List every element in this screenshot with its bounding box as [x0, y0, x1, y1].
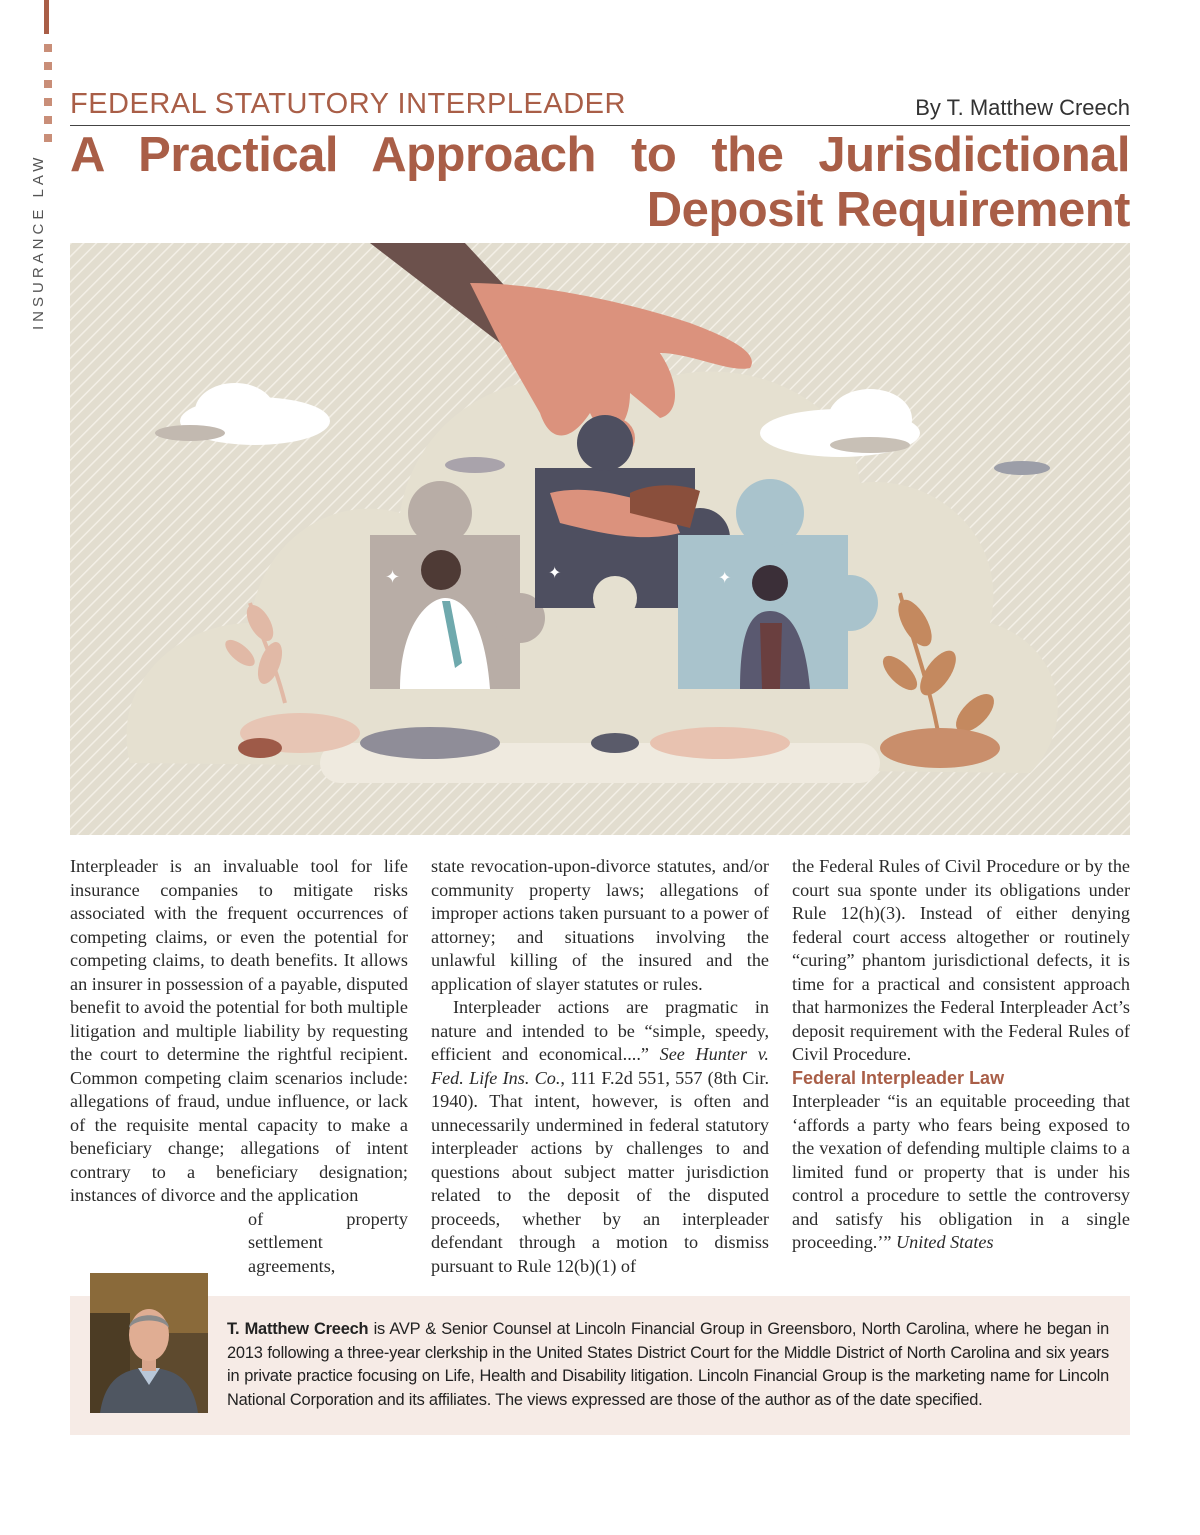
paragraph: [792, 1090, 1130, 1255]
svg-text:✦: ✦: [385, 567, 401, 588]
body-column-3: [792, 855, 1130, 1255]
case-citation: United States: [896, 1232, 994, 1252]
paragraph-tail: of property settlement agreements,: [248, 1208, 408, 1276]
author-name: T. Matthew Creech: [227, 1320, 369, 1338]
text-span: , 111 F.2d 551, 557 (8th Cir. 1940). That intent, however, is often and unnecessarily undermined in federal statutory interpleader actions by challenges to and questions about subject matter jurisdiction related to the deposit of the disputed proceeds, whether by an interpleader defendant through a motion to dismiss pursuant to Rule 12(b)(1) of: [431, 1067, 769, 1276]
header-rule: [70, 125, 1130, 126]
subheading: Federal Interpleader Law: [792, 1067, 1005, 1088]
paragraph: [431, 996, 769, 1278]
puzzle-handshake-illustration: [70, 243, 1130, 835]
case-citation: See Hunter v. Fed. Life Ins. Co.: [431, 1044, 769, 1088]
author-bio-text: is AVP & Senior Counsel at Lincoln Financial Group in Greensboro, North Carolina, where he began in 2013 following a three-year clerkship in the United States District Court for the Middle District of North Carolina and six years in private practice focusing on Life, Health and Disability litigation. Lincoln Financial Group is the marketing name for Lincoln National Corporation and its affiliates. The views expressed are those of the author as of the date specified.: [227, 1320, 1110, 1409]
section-label: INSURANCE LAW: [30, 153, 47, 330]
svg-text:✦: ✦: [718, 568, 732, 587]
svg-text:✦: ✦: [548, 563, 562, 582]
author-bio: [227, 1318, 1109, 1412]
text-span: Interpleader “is an equitable proceeding that ‘affords a party who fears being exposed to the vexation of defending multiple claims to a limited fund or property that is under his control a procedure to settle the controversy and satisfy his obligation in a single proceeding.’”: [792, 1091, 1130, 1252]
paragraph: the Federal Rules of Civil Procedure or by the court sua sponte under its obligations under Rule 12(h)(3). Instead of either denying federal court access altogether or routinely “curing” phantom jurisdictional defects, it is time for a practical and consistent approach that harmonizes the Federal Interpleader Act’s deposit requirement with the Federal Rules of Civil Procedure.: [792, 856, 1130, 1064]
paragraph: Interpleader is an invaluable tool for life insurance companies to mitigate risks associated with the frequent occurrences of competing claims, or even the potential for competing claims, to death benefits. It allows an insurer in possession of a payable, disputed benefit to avoid the potential for both multiple litigation and multiple liability by requesting the court to determine the rightful recipient. Common competing claim scenarios include: allegations of fraud, undue influence, or lack of the requisite mental capacity to make a beneficiary change; allegations of intent contrary to a beneficiary designation; instances of divorce and the application: [70, 856, 408, 1205]
body-column-2: [431, 855, 769, 1278]
byline: By T. Matthew Creech: [915, 95, 1130, 120]
author-photo: [90, 1273, 208, 1413]
paragraph: state revocation-upon-divorce statutes, and/or community property laws; allegations of improper actions taken pursuant to a power of attorney; and situations involving the unlawful killing of the insured and the application of slayer statutes or rules.: [431, 856, 769, 994]
article-title: A Practical Approach to the Jurisdictional Deposit Requirement: [70, 128, 1130, 237]
text-span: Interpleader actions are pragmatic in nature and intended to be “simple, speedy, efficient and economical....”: [431, 997, 769, 1064]
kicker: FEDERAL STATUTORY INTERPLEADER: [70, 88, 626, 120]
body-column-1: [70, 855, 408, 1278]
